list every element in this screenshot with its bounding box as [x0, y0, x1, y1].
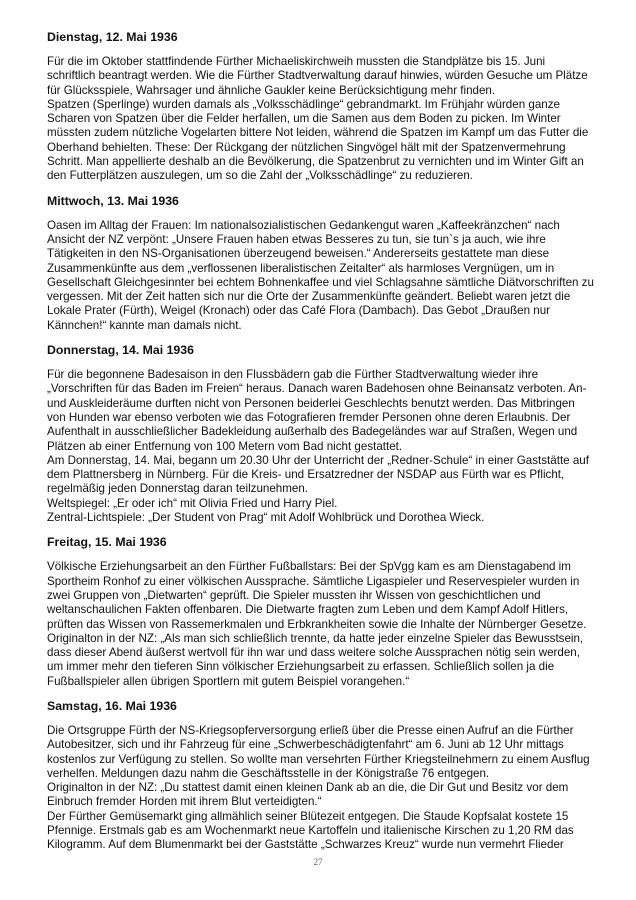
- entry-date: Dienstag, 12. Mai 1936: [47, 30, 178, 44]
- diary-entry: [47, 699, 595, 853]
- page-number: 27: [313, 857, 323, 867]
- entry-paragraph: Am Donnerstag, 14. Mai, begann um 20.30 Uhr der Unterricht der „Redner-Schule“ in einer Gaststätte auf dem Plattnersberg in Nürnberg. Für die Kreis- und Ersatzredner der NSDAP aus Fürth war es Pflicht, regelmäßig jeden Donnerstag daran teilzunehmen.: [47, 453, 589, 496]
- document-page: [47, 30, 595, 863]
- entry-date: Mittwoch, 13. Mai 1936: [47, 193, 179, 208]
- entry-paragraph: Spatzen (Sperlinge) wurden damals als „Volksschädlinge“ gebrandmarkt. Im Frühjahr würden ganze Scharen von Spatzen über die Felder herfallen, um die Samen aus dem Boden zu picken. Im Winter müssten zudem nützliche Vogelarten bittere Not leiden, während die Spatzen im Kampf um das Futter die Oberhand behielten. These: Der Rückgang der nützlichen Singvögel hält mit der Spatzenvermehrung Schritt. Man appellierte deshalb an die Bevölkerung, die Spatzenbrut zu vernichten und im Winter Gift an den Futterplätzen auszulegen, um so die Zahl der „Volksschädlinge“ zu reduzieren.: [47, 97, 589, 183]
- entry-paragraph: Der Fürther Gemüsemarkt ging allmählich seiner Blütezeit entgegen. Die Staude Kopfsalat kostete 15 Pfennige. Erstmals gab es am Wochenmarkt neue Kartoffeln und italienische Kirschen zu 1,20 RM das Kilogramm. Auf dem Blumenmarkt bei der Gaststätte „Schwarzes Kreuz“ wurde nun vermehrt Flieder: [47, 809, 574, 852]
- entry-paragraph: Für die begonnene Badesaison in den Flussbädern gab die Fürther Stadtverwaltung wieder ihre „Vorschriften für das Baden im Freien“ heraus. Danach waren Badehosen ohne Beinansatz verboten. An- und Auskleideräume durften nicht von Personen beiderlei Geschlechts benutzt werden. Das Mitbringen von Hunden war ebenso verboten wie das Fotografieren fremder Personen ohne deren Erlaubnis. Der Aufenthalt in ausschließlicher Badekleidung außerhalb des Badegeländes war auf Straßen, Wegen und Plätzen ab einer Entfernung von 100 Metern vom Bad nicht gestattet.: [47, 368, 587, 453]
- entry-paragraph: Für die im Oktober stattfindende Fürther Michaeliskirchweih mussten die Standplätze bis 15. Juni schriftlich beantragt werden. Wie die Fürther Stadtverwaltung darauf hinwies, würden Gesuche um Plätze für Glücksspiele, Wahrsager und ähnliche Gaukler keine Berücksichtigung mehr finden.: [47, 55, 588, 97]
- diary-entry: [47, 343, 595, 525]
- entry-paragraph: Weltspiegel: „Er oder ich“ mit Olivia Fried und Harry Piel.: [47, 496, 338, 510]
- entry-paragraph: Völkische Erziehungsarbeit an den Fürther Fußballstars: Bei der SpVgg kam es am Dienstagabend im Sportheim Ronhof zu einer völkischen Aussprache. Sämtliche Ligaspieler und Reservespieler wurden in zwei Gruppen von „Dietwarten“ geprüft. Die Spieler mussten ihr Wissen von geschichtlichen und weltanschaulichen Fakten offenbaren. Die Dietwarte fragten zum Leben und dem Kampf Adolf Hitlers, prüften das Wissen von Rassemerkmalen und Erbkrankheiten sowie die Inhalte der Nürnberger Gesetze. Originalton in der NZ: „Als man sich schließlich trennte, da hatte jeder einzelne Spieler das Bewusstsein, dass dieser Abend äußerst wertvoll für ihn war und dass weitere solche Aussprachen nötig sein werden, um immer mehr den tieferen Sinn völkischer Erziehungsarbeit zu erfassen. Schließlich sollen ja die Fußballspieler allen übrigen Sportlern mit gutem Beispiel vorangehen.“: [47, 560, 587, 688]
- diary-entry: [47, 194, 595, 333]
- entry-paragraph: Originalton in der NZ: „Du stattest damit einen kleinen Dank ab an die, die Dir Gut und Besitz vor dem Einbruch fremder Horden mit ihrem Blut verteidigten.“: [47, 781, 569, 809]
- diary-entry: [47, 30, 595, 184]
- entry-date: Freitag, 15. Mai 1936: [47, 535, 167, 550]
- diary-entry: [47, 535, 595, 689]
- entry-paragraph: Zentral-Lichtspiele: „Der Student von Prag“ mit Adolf Wohlbrück und Dorothea Wieck.: [47, 511, 485, 525]
- entry-date: Donnerstag, 14. Mai 1936: [47, 343, 194, 358]
- entry-paragraph: Oasen im Alltag der Frauen: Im nationalsozialistischen Gedankengut waren „Kaffeekränzchen“ nach Ansicht der NZ verpönt: „Unsere Frauen haben etwas Besseres zu tun, sie tun`s ja auch, wie ihre Tätigkeiten in den NS-Organisationen überzeugend beweisen.“ Andererseits gestattete man diese Zusammenkünfte aus dem „verflossenen liberalistischen Zeitalter“ als harmloses Vergnügen, um in Gesellschaft Gleichgesinnter bei echtem Bohnenkaffee und viel Schlagsahne sämtliche Diätvorschriften zu vergessen. Mit der Zeit hatten sich nur die Orte der Zusammenkünfte geändert. Beliebt waren jetzt die Lokale Prater (Fürth), Weigel (Kronach) oder das Café Flora (Dambach). Das Gebot „Draußen nur Kännchen!“ kannte man damals nicht.: [47, 218, 594, 332]
- entry-paragraph: Die Ortsgruppe Fürth der NS-Kriegsopferversorgung erließ über die Presse einen Aufruf an die Fürther Autobesitzer, sich und ihr Fahrzeug für eine „Schwerbeschädigtenfahrt“ am 6. Juni ab 12 Uhr mittags kostenlos zur Verfügung zu stellen. So wollte man versehrten Fürther Kriegsteilnehmern zu einem Ausflug verhelfen. Meldungen dazu nahm die Geschäftsstelle in der Königstraße 76 entgegen.: [47, 723, 590, 780]
- entry-date: Samstag, 16. Mai 1936: [47, 698, 177, 713]
